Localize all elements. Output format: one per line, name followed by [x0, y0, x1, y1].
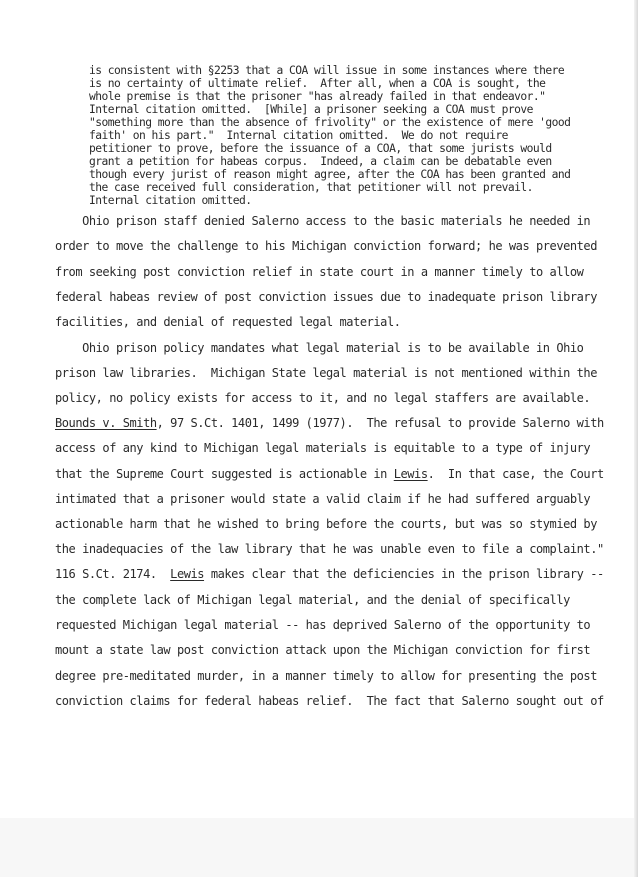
quote-line: is consistent with §2253 that a COA will issue in some instances where there: [89, 64, 565, 77]
line-text: . In that case, the Court: [427, 467, 604, 481]
paragraph-line: requested Michigan legal material -- has deprived Salerno of the opportunity to: [55, 618, 591, 632]
case-citation: Lewis: [170, 567, 205, 581]
quote-line: Internal citation omitted.: [89, 194, 252, 207]
quote-line: is no certainty of ultimate relief. After all, when a COA is sought, the: [89, 77, 546, 90]
paragraph-line: Ohio prison staff denied Salerno access to the basic materials he needed in: [55, 214, 591, 228]
quote-line: petitioner to prove, before the issuance of a COA, that some jurists would: [89, 142, 552, 155]
paragraph-line: [55, 467, 604, 482]
paragraph-line: federal habeas review of post conviction issues due to inadequate prison library: [55, 290, 597, 304]
quote-line: "something more than the absence of frivolity" or the existence of mere 'good: [89, 116, 571, 129]
page-edge: [634, 0, 638, 877]
case-citation: Bounds v. Smith: [55, 416, 157, 430]
line-text: 116 S.Ct. 2174.: [55, 567, 171, 581]
paragraph-line: mount a state law post conviction attack upon the Michigan conviction for first: [55, 643, 591, 657]
line-text: makes clear that the deficiencies in the prison library --: [204, 567, 604, 581]
paragraph-line: degree pre-meditated murder, in a manner timely to allow for presenting the post: [55, 669, 597, 683]
paragraph-line: [55, 416, 604, 431]
quote-line: though every jurist of reason might agree, after the COA has been granted and: [89, 168, 571, 181]
quote-line: faith' on his part." Internal citation omitted. We do not require: [89, 129, 508, 142]
paragraph-line: the complete lack of Michigan legal material, and the denial of specifically: [55, 593, 570, 607]
citation-text: , 97 S.Ct. 1401, 1499 (1977). The refusal to provide Salerno with: [156, 416, 604, 430]
paragraph-line: prison law libraries. Michigan State legal material is not mentioned within the: [55, 366, 597, 380]
paragraph-line: from seeking post conviction relief in state court in a manner timely to allow: [55, 265, 584, 279]
page-bottom-margin: [0, 818, 638, 877]
paragraph-line: policy, no policy exists for access to it, and no legal staffers are available.: [55, 391, 591, 405]
paragraph-line: actionable harm that he wished to bring before the courts, but was so stymied by: [55, 517, 597, 531]
paragraph-line: order to move the challenge to his Michigan conviction forward; he was prevented: [55, 239, 597, 253]
quote-line: whole premise is that the prisoner "has already failed in that endeavor.": [89, 90, 546, 103]
quote-line: Internal citation omitted. [While] a prisoner seeking a COA must prove: [89, 103, 533, 116]
paragraph-line: intimated that a prisoner would state a valid claim if he had suffered arguably: [55, 492, 591, 506]
paragraph-line: the inadequacies of the law library that he was unable even to file a complaint.": [55, 542, 604, 556]
paragraph-line: [55, 567, 604, 582]
quote-line: the case received full consideration, that petitioner will not prevail.: [89, 181, 533, 194]
paragraph-line: conviction claims for federal habeas relief. The fact that Salerno sought out of: [55, 694, 604, 708]
quote-line: grant a petition for habeas corpus. Indeed, a claim can be debatable even: [89, 155, 552, 168]
case-citation: Lewis: [393, 467, 428, 481]
paragraph-line: Ohio prison policy mandates what legal material is to be available in Ohio: [55, 341, 584, 355]
line-text: that the Supreme Court suggested is actionable in: [55, 467, 394, 481]
paragraph-line: facilities, and denial of requested legal material.: [55, 315, 401, 329]
paragraph-line: access of any kind to Michigan legal materials is equitable to a type of injury: [55, 441, 591, 455]
